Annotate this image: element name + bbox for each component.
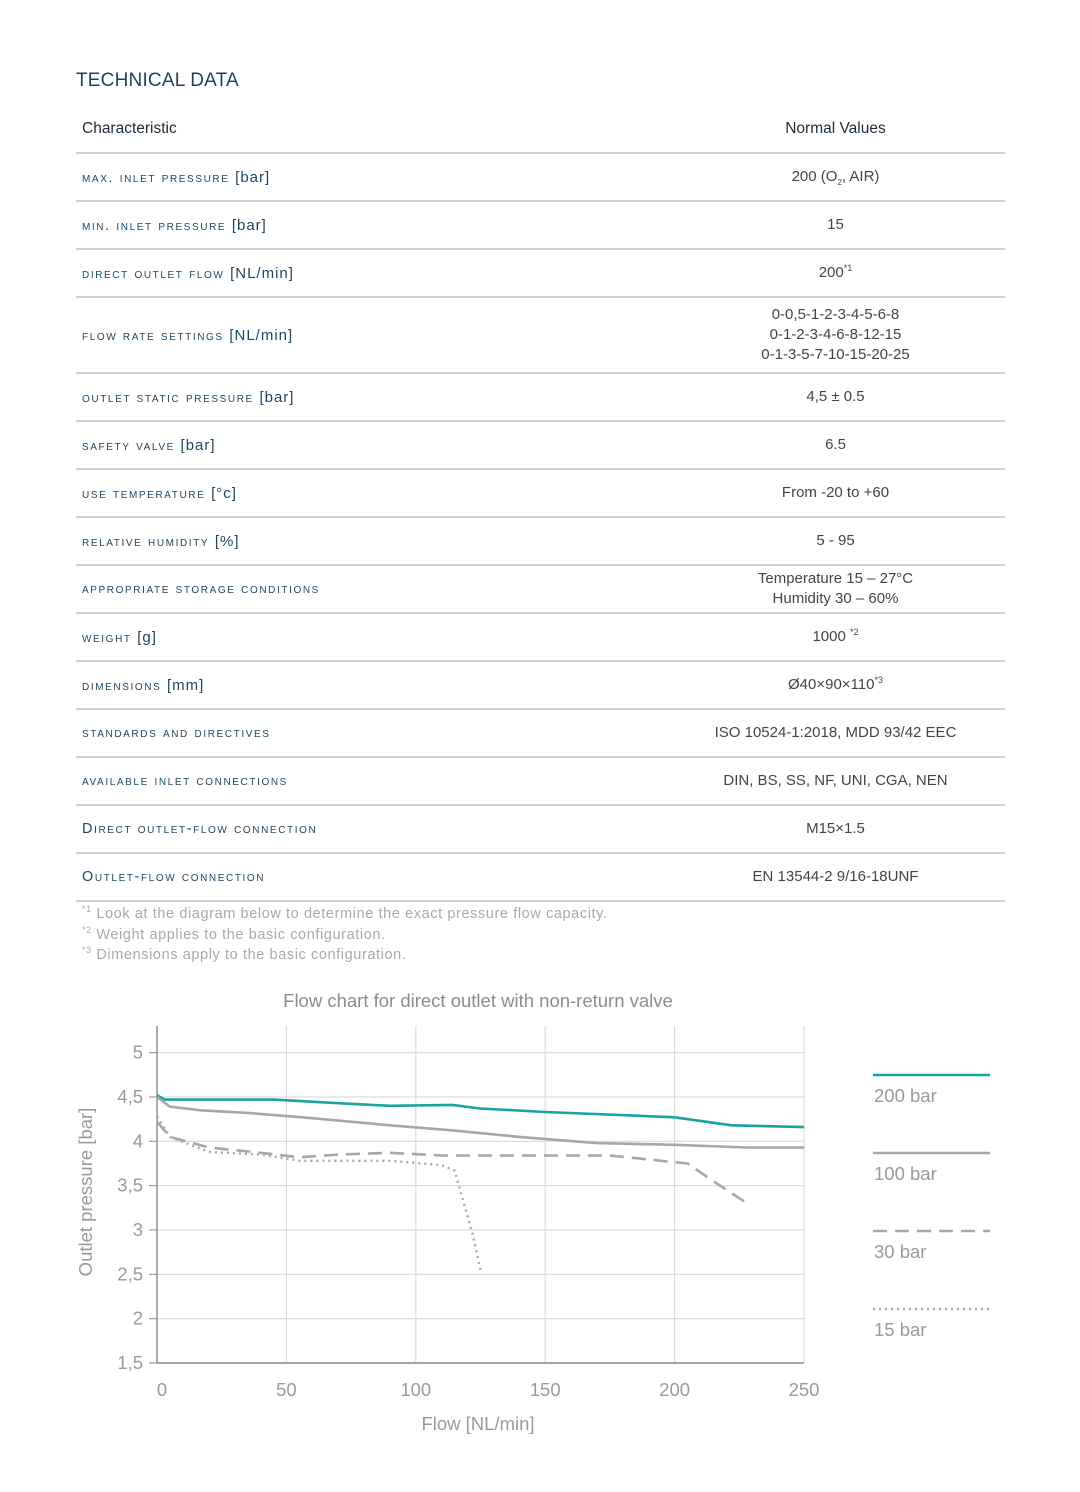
chart-grid [157, 1026, 804, 1363]
footnote-mark: *1 [82, 904, 92, 915]
characteristic-label [76, 677, 576, 694]
characteristic-label [76, 629, 576, 646]
page-title: TECHNICAL DATA [76, 70, 239, 91]
series-line-15-bar [157, 1117, 481, 1270]
characteristic-unit: [bar] [231, 216, 267, 234]
normal-value [576, 771, 1005, 791]
y-tick-label: 2,5 [117, 1263, 143, 1285]
header-normal-values: Normal Values [785, 120, 886, 137]
value-text: ISO 10524-1:2018, MDD 93/42 EEC [714, 724, 957, 741]
characteristic-name: Direct outlet-flow connection [82, 821, 318, 837]
normal-value [576, 263, 1005, 283]
footnote-mark: *2 [82, 924, 92, 935]
characteristic-name: max. inlet pressure [82, 169, 230, 186]
footnote-mark: *3 [82, 945, 92, 956]
legend-label: 200 bar [874, 1085, 937, 1106]
table-row [76, 758, 1005, 806]
y-tick-label: 3,5 [117, 1174, 143, 1196]
characteristic-unit: [°c] [211, 484, 237, 502]
characteristic-unit: [NL/min] [229, 326, 294, 344]
characteristic-unit: [g] [137, 628, 157, 646]
x-axis-label: Flow [NL/min] [421, 1413, 535, 1434]
characteristic-label [76, 327, 576, 344]
normal-value [576, 675, 1005, 695]
table-row [76, 710, 1005, 758]
value-tail: , AIR) [841, 168, 880, 185]
normal-value [576, 867, 1005, 887]
value-line: 0-1-2-3-4-6-8-12-15 [769, 326, 902, 343]
characteristic-name: flow rate settings [82, 327, 224, 344]
normal-value [576, 435, 1005, 455]
value-line: Humidity 30 – 60% [772, 590, 899, 607]
footnote-mark: *1 [843, 263, 853, 273]
normal-value [576, 531, 1005, 551]
normal-value [576, 819, 1005, 839]
characteristic-name: appropriate storage conditions [82, 581, 320, 597]
table-row [76, 566, 1005, 614]
technical-data-table [76, 106, 1005, 902]
normal-value [576, 387, 1005, 407]
x-tick-label: 100 [400, 1379, 432, 1400]
table-row [76, 806, 1005, 854]
footnote-mark: *3 [874, 675, 883, 685]
normal-value [576, 627, 1005, 647]
y-tick-label: 2 [132, 1307, 143, 1329]
footnote [82, 925, 608, 946]
table-row [76, 518, 1005, 566]
characteristic-label [76, 869, 576, 885]
footnote-mark: *2 [850, 627, 859, 637]
table-row [76, 154, 1005, 202]
table-row [76, 470, 1005, 518]
normal-value [576, 483, 1005, 503]
value-text: EN 13544-2 9/16-18UNF [752, 868, 919, 885]
footnote [82, 904, 608, 925]
value-line: 0-0,5-1-2-3-4-5-6-8 [771, 306, 900, 323]
characteristic-name: dimensions [82, 677, 162, 694]
y-tick-label: 5 [132, 1041, 143, 1063]
chart-series [157, 1095, 804, 1270]
value-text: DIN, BS, SS, NF, UNI, CGA, NEN [723, 772, 948, 789]
table-row [76, 298, 1005, 374]
characteristic-name: safety valve [82, 437, 175, 454]
value-text: 200 [818, 264, 844, 281]
characteristic-name: outlet static pressure [82, 389, 254, 406]
y-tick-label: 4 [132, 1130, 143, 1152]
characteristic-label [76, 725, 576, 741]
characteristic-name: available inlet connections [82, 773, 288, 789]
table-row [76, 422, 1005, 470]
characteristic-label [76, 773, 576, 789]
flow-chart [0, 980, 1080, 1460]
value-text: M15×1.5 [806, 820, 865, 837]
footnotes [82, 904, 608, 966]
characteristic-unit: [mm] [166, 676, 205, 694]
table-row [76, 614, 1005, 662]
characteristic-label [76, 533, 576, 550]
x-tick-label: 0 [156, 1379, 168, 1400]
table-header [76, 106, 1005, 154]
x-tick-label: 200 [659, 1379, 691, 1400]
value-line: Temperature 15 – 27°C [757, 570, 914, 587]
characteristic-unit: [bar] [259, 388, 295, 406]
value-line: 0-1-3-5-7-10-15-20-25 [761, 346, 910, 363]
y-tick-label: 4,5 [117, 1085, 143, 1107]
table-row [76, 854, 1005, 902]
characteristic-name: standards and directives [82, 725, 271, 741]
table-row [76, 202, 1005, 250]
value-text: 5 - 95 [816, 532, 855, 549]
characteristic-name: weight [82, 629, 132, 646]
value-text: 15 [827, 216, 844, 233]
characteristic-name: relative humidity [82, 533, 210, 550]
y-tick-label: 1,5 [117, 1352, 143, 1373]
x-tick-label: 50 [276, 1379, 297, 1400]
characteristic-name: Outlet-flow connection [82, 869, 266, 885]
x-tick-label: 150 [529, 1379, 561, 1400]
legend-label: 15 bar [874, 1319, 927, 1340]
characteristic-label [76, 437, 576, 454]
chart-axes [117, 1026, 819, 1400]
x-tick-label: 250 [788, 1379, 820, 1400]
value-text: 1000 [812, 628, 851, 645]
normal-value [576, 167, 1005, 187]
series-line-200-bar [157, 1095, 804, 1127]
characteristic-label [76, 389, 576, 406]
characteristic-label [76, 821, 576, 837]
footnote-text: Dimensions apply to the basic configuration. [91, 947, 407, 963]
value-text: Ø40×90×110 [788, 676, 875, 693]
normal-value [576, 723, 1005, 743]
value-text: From -20 to +60 [781, 484, 890, 501]
legend-label: 30 bar [874, 1241, 927, 1262]
normal-value [576, 305, 1005, 365]
header-characteristic: Characteristic [82, 120, 177, 137]
value-text: 4,5 ± 0.5 [806, 388, 865, 405]
characteristic-name: min. inlet pressure [82, 217, 227, 234]
table-row [76, 662, 1005, 710]
y-axis-label: Outlet pressure [bar] [75, 1107, 96, 1277]
y-tick-label: 3 [132, 1218, 143, 1240]
footnote-text: Weight applies to the basic configuration. [91, 926, 386, 943]
characteristic-name: direct outlet flow [82, 265, 225, 282]
table-row [76, 250, 1005, 298]
series-line-30-bar [157, 1122, 747, 1204]
characteristic-label [76, 581, 576, 597]
value-text: 6.5 [825, 436, 846, 453]
table-row [76, 374, 1005, 422]
characteristic-unit: [%] [214, 532, 240, 550]
footnote-text: Look at the diagram below to determine the exact pressure flow capacity. [91, 906, 608, 922]
footnote [82, 945, 608, 966]
legend-label: 100 bar [874, 1163, 937, 1184]
characteristic-label [76, 217, 576, 234]
chart-legend [873, 1075, 990, 1340]
characteristic-unit: [bar] [235, 168, 271, 186]
value-subscript: 2 [837, 178, 842, 187]
chart-title: Flow chart for direct outlet with non-return valve [283, 990, 673, 1011]
characteristic-label [76, 485, 576, 502]
characteristic-name: use temperature [82, 485, 206, 502]
normal-value [576, 569, 1005, 609]
characteristic-label [76, 169, 576, 186]
characteristic-unit: [bar] [180, 436, 216, 454]
characteristic-label [76, 265, 576, 282]
normal-value [576, 215, 1005, 235]
characteristic-unit: [NL/min] [230, 264, 294, 282]
value-text: 200 (O [791, 168, 838, 185]
